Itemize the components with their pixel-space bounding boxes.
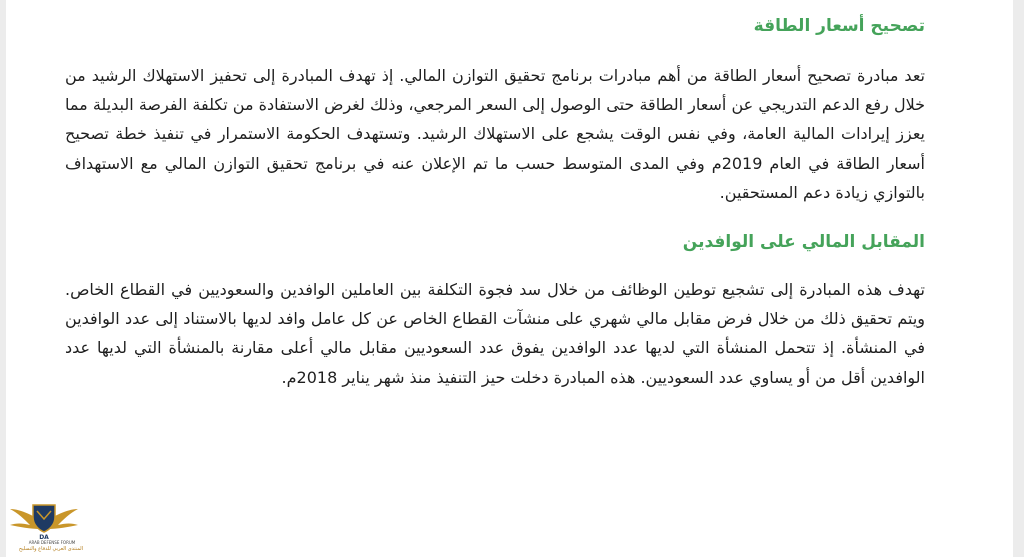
section-heading-expat-levy: المقابل المالي على الوافدين — [682, 232, 925, 253]
section-paragraph-expat-levy: تهدف هذه المبادرة إلى تشجيع توطين الوظائف من خلال سد فجوة التكلفة بين العاملين الوافدين والسعوديين في القطاع الخاص. ويتم تحقيق ذلك من خلال فرض مقابل مالي شهري على منشآت القطاع الخاص عن كل عامل وافد لديها بالاستناد إلى عدد الوافدين في المنشأة. إذ تتحمل المنشأة التي لديها عدد الوافدين يفوق عدد السعوديين مقابل مالي أعلى مقارنة بالمنشأة التي لديها عدد الوافدين أقل من أو يساوي عدد السعوديين. هذه المبادرة دخلت حيز التنفيذ منذ شهر يناير 2018م. — [65, 280, 925, 387]
section-paragraph-energy-prices: تعد مبادرة تصحيح أسعار الطاقة من أهم مبادرات برنامج تحقيق التوازن المالي. إذ تهدف المبادرة إلى تحفيز الاستهلاك الرشيد من خلال رفع الدعم التدريجي عن أسعار الطاقة حتى الوصول إلى السعر المرجعي، وذلك لغرض الاستفادة من تكلفة الفرصة البديلة مما يعزز إيرادات المالية العامة، وفي نفس الوقت يشجع على الاستهلاك الرشيد. وتستهدف الحكومة الاستمرار في تنفيذ خطة تصحيح أسعار الطاقة في العام 2019م وفي المدى المتوسط حسب ما تم الإعلان عنه في برنامج تحقيق التوازن المالي مع الاستهداف بالتوازي زيادة دعم المستحقين. — [65, 66, 926, 202]
section-heading-energy-prices: تصحيح أسعار الطاقة — [753, 16, 925, 36]
document-content — [65, 6, 925, 392]
svg-text:DA: DA — [39, 534, 49, 541]
document-sheet — [6, 0, 1013, 557]
watermark-name: ARAB DEFENSE FORUM — [28, 540, 76, 545]
watermark-arabic: المنتدى العربي للدفاع والتسليح — [18, 546, 84, 552]
